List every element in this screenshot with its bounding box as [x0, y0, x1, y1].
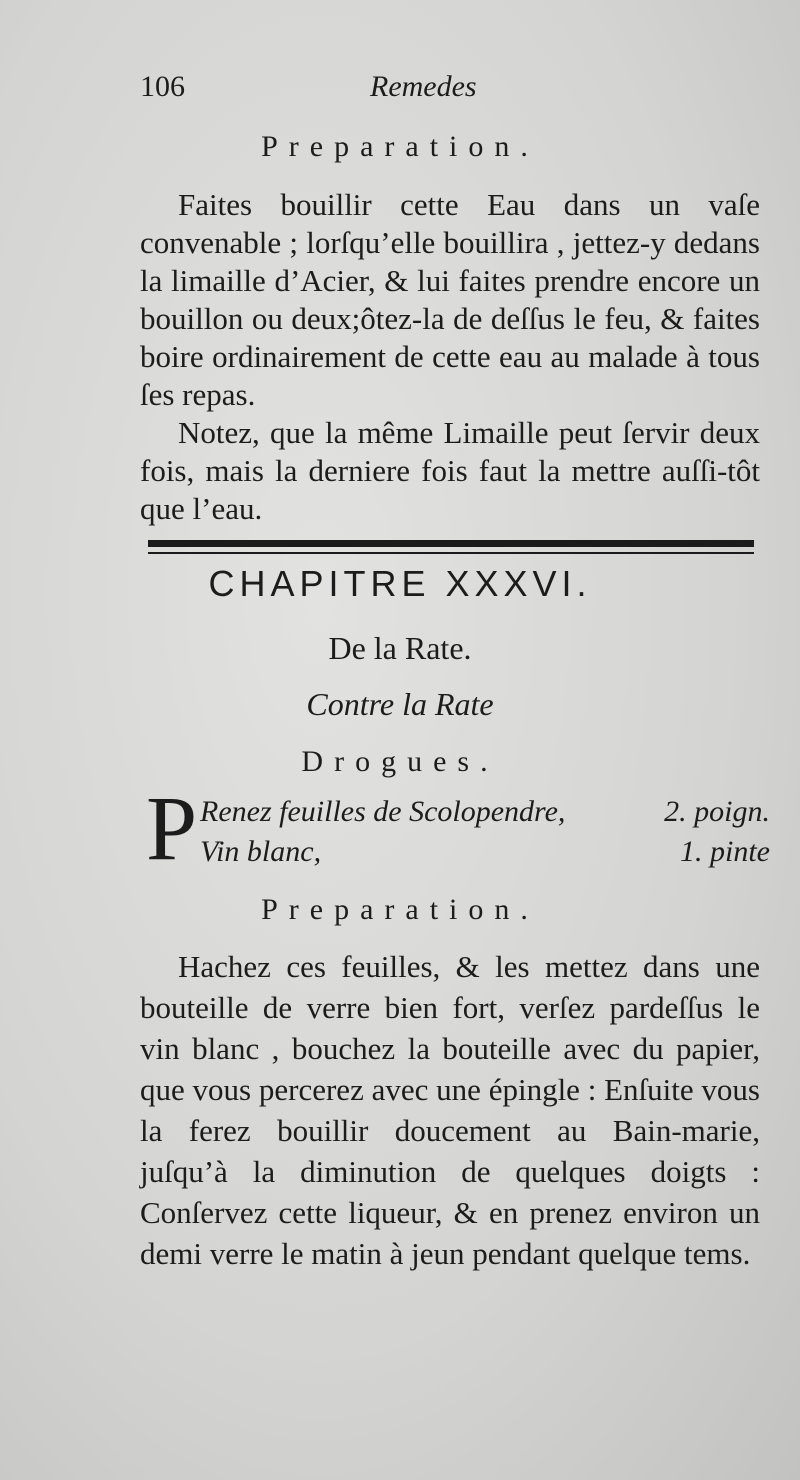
ingredient-name: Vin blanc, — [200, 835, 322, 868]
running-header — [140, 70, 760, 110]
chapter-divider — [148, 540, 754, 547]
ingredient-quantity: 1. pinte — [680, 835, 770, 868]
ingredient-row — [200, 795, 770, 835]
ingredient-quantity: 2. poign. — [664, 795, 770, 828]
ingredient-row — [200, 835, 770, 875]
note-paragraph: Notez, que la même Limaille peut ſervir deux fois, mais la derniere fois faut la mettre auſſi-tôt que l’eau. — [140, 415, 760, 526]
chapter-title: CHAPITRE XXXVI. — [208, 563, 592, 604]
drop-cap: P — [146, 777, 198, 879]
remedy-title: Contre la Rate — [306, 686, 494, 722]
preparation-paragraph: Faites bouillir cette Eau dans un vaſe convenable ; lorſqu’elle bouillira , jettez-y dedans la limaille d’Acier, & lui faites prendre encore un bouillon ou deux;ôtez-la de deſſus le feu, & faites boire ordinairement de cette eau au malade à tous ſes repas. — [140, 187, 760, 412]
section-heading-preparation-2: Preparation. — [261, 893, 539, 926]
preparation-paragraph-2: Hachez ces feuilles, & les mettez dans une bouteille de verre bien fort, verſez pardeſſus le vin blanc , bouchez la bouteille avec du papier, que vous percerez avec une épingle : Enſuite vous la ferez bouillir doucement au Bain-marie, juſqu’à la diminution de quelques doigts : Conſervez cette liqueur, & en prenez environ un demi verre le matin à jeun pendant quelque tems. — [140, 949, 760, 1271]
chapter-divider-thin — [148, 552, 754, 554]
drugs-heading: Drogues. — [301, 745, 499, 778]
chapter-subject: De la Rate. — [328, 630, 472, 666]
page-number: 106 — [140, 70, 185, 103]
running-title: Remedes — [370, 70, 477, 103]
ingredient-name: Renez feuilles de Scolopendre, — [200, 795, 566, 828]
section-heading-preparation: Preparation. — [261, 130, 539, 163]
